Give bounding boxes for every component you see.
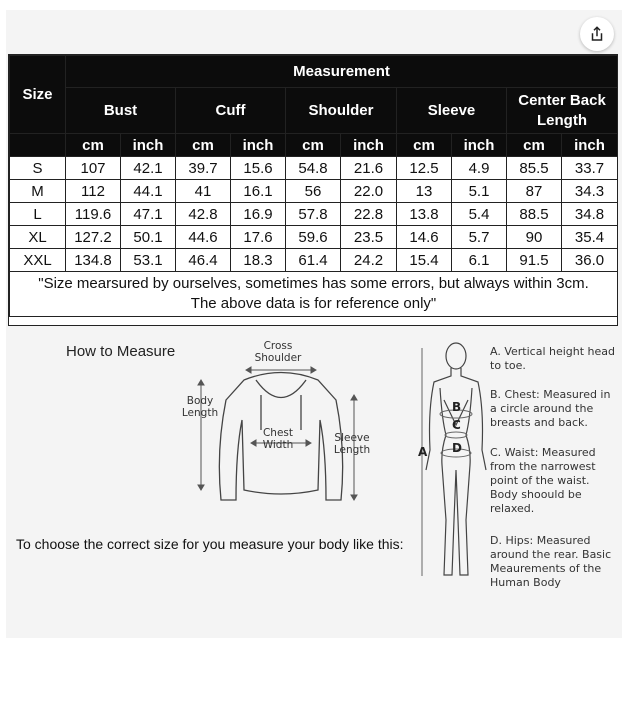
share-button[interactable] — [580, 17, 614, 51]
value-cell: 85.5 — [507, 157, 562, 180]
value-cell: 39.7 — [176, 157, 231, 180]
value-cell: 5.7 — [452, 226, 507, 249]
unit-header: cm — [66, 134, 121, 157]
unit-header: inch — [121, 134, 176, 157]
value-cell: 119.6 — [66, 203, 121, 226]
value-cell: 34.8 — [562, 203, 618, 226]
value-cell: 41 — [176, 180, 231, 203]
value-cell: 47.1 — [121, 203, 176, 226]
value-cell: 16.9 — [231, 203, 286, 226]
how-to-measure-title: How to Measure — [66, 343, 176, 360]
value-cell: 54.8 — [286, 157, 341, 180]
value-cell: 44.1 — [121, 180, 176, 203]
share-icon — [588, 25, 606, 43]
body-length-label: Body Length — [181, 395, 219, 419]
value-cell: 13 — [397, 180, 452, 203]
value-cell: 50.1 — [121, 226, 176, 249]
table-row — [10, 180, 618, 203]
unit-spacer — [10, 134, 66, 157]
unit-header: cm — [286, 134, 341, 157]
value-cell: 15.6 — [231, 157, 286, 180]
value-cell: 33.7 — [562, 157, 618, 180]
value-cell: 22.8 — [341, 203, 397, 226]
letter-d: D — [452, 441, 462, 455]
measurement-header: Measurement — [66, 56, 618, 88]
value-cell: 127.2 — [66, 226, 121, 249]
size-cell: M — [10, 180, 66, 203]
unit-header: cm — [176, 134, 231, 157]
letter-c: C — [452, 418, 461, 432]
value-cell: 24.2 — [341, 249, 397, 272]
value-cell: 42.1 — [121, 157, 176, 180]
value-cell: 88.5 — [507, 203, 562, 226]
value-cell: 17.6 — [231, 226, 286, 249]
unit-header: inch — [341, 134, 397, 157]
value-cell: 46.4 — [176, 249, 231, 272]
unit-header: inch — [231, 134, 286, 157]
value-cell: 5.4 — [452, 203, 507, 226]
note-line-1: "Size mearsured by ourselves, sometimes has some errors, but always within 3cm. — [38, 275, 589, 292]
table-row — [10, 226, 618, 249]
value-cell: 35.4 — [562, 226, 618, 249]
value-cell: 4.9 — [452, 157, 507, 180]
value-cell: 42.8 — [176, 203, 231, 226]
body-figure — [416, 340, 496, 585]
value-cell: 61.4 — [286, 249, 341, 272]
value-cell: 107 — [66, 157, 121, 180]
value-cell: 36.0 — [562, 249, 618, 272]
value-cell: 13.8 — [397, 203, 452, 226]
legend-c: C. Waist: Measured from the narrowest point of the waist. Body shoould be relaxed. — [490, 446, 596, 515]
value-cell: 5.1 — [452, 180, 507, 203]
size-cell: XL — [10, 226, 66, 249]
table-row — [10, 157, 618, 180]
group-cuff: Cuff — [176, 88, 286, 134]
size-cell: XXL — [10, 249, 66, 272]
value-cell: 22.0 — [341, 180, 397, 203]
group-sleeve: Sleeve — [397, 88, 507, 134]
note-line-2: The above data is for reference only" — [190, 295, 437, 312]
value-cell: 23.5 — [341, 226, 397, 249]
value-cell: 15.4 — [397, 249, 452, 272]
unit-header: inch — [452, 134, 507, 157]
value-cell: 59.6 — [286, 226, 341, 249]
table-row — [10, 249, 618, 272]
letter-a: A — [418, 445, 428, 459]
table-row — [10, 203, 618, 226]
value-cell: 34.3 — [562, 180, 618, 203]
legend-a: A. Vertical height head to toe. — [490, 345, 616, 372]
unit-header: inch — [562, 134, 618, 157]
chest-width-label: Chest Width — [262, 427, 294, 451]
size-header: Size — [10, 56, 66, 134]
reference-note — [10, 272, 618, 317]
sweater-sketch — [186, 340, 376, 510]
value-cell: 21.6 — [341, 157, 397, 180]
size-table — [9, 55, 618, 317]
value-cell: 12.5 — [397, 157, 452, 180]
value-cell: 91.5 — [507, 249, 562, 272]
legend-b: B. Chest: Measured in a circle around the breasts and back. — [490, 388, 611, 429]
size-chart — [8, 54, 618, 326]
value-cell: 53.1 — [121, 249, 176, 272]
legend-d: D. Hips: Measured around the rear. Basic Meaurements of the Human Body — [490, 534, 612, 589]
size-cell: S — [10, 157, 66, 180]
size-cell: L — [10, 203, 66, 226]
value-cell: 57.8 — [286, 203, 341, 226]
value-cell: 16.1 — [231, 180, 286, 203]
measure-diagram — [6, 330, 622, 630]
value-cell: 44.6 — [176, 226, 231, 249]
unit-header: cm — [397, 134, 452, 157]
value-cell: 87 — [507, 180, 562, 203]
value-cell: 6.1 — [452, 249, 507, 272]
group-bust: Bust — [66, 88, 176, 134]
value-cell: 18.3 — [231, 249, 286, 272]
value-cell: 112 — [66, 180, 121, 203]
value-cell: 134.8 — [66, 249, 121, 272]
choose-size-text: To choose the correct size for you measure your body like this: — [16, 536, 404, 552]
cross-shoulder-label: Cross Shoulder — [254, 340, 302, 364]
value-cell: 90 — [507, 226, 562, 249]
sleeve-length-label: Sleeve Length — [333, 432, 371, 456]
group-center-back-length: Center Back Length — [507, 88, 618, 134]
group-shoulder: Shoulder — [286, 88, 397, 134]
letter-b: B — [452, 400, 462, 414]
value-cell: 14.6 — [397, 226, 452, 249]
unit-header: cm — [507, 134, 562, 157]
value-cell: 56 — [286, 180, 341, 203]
